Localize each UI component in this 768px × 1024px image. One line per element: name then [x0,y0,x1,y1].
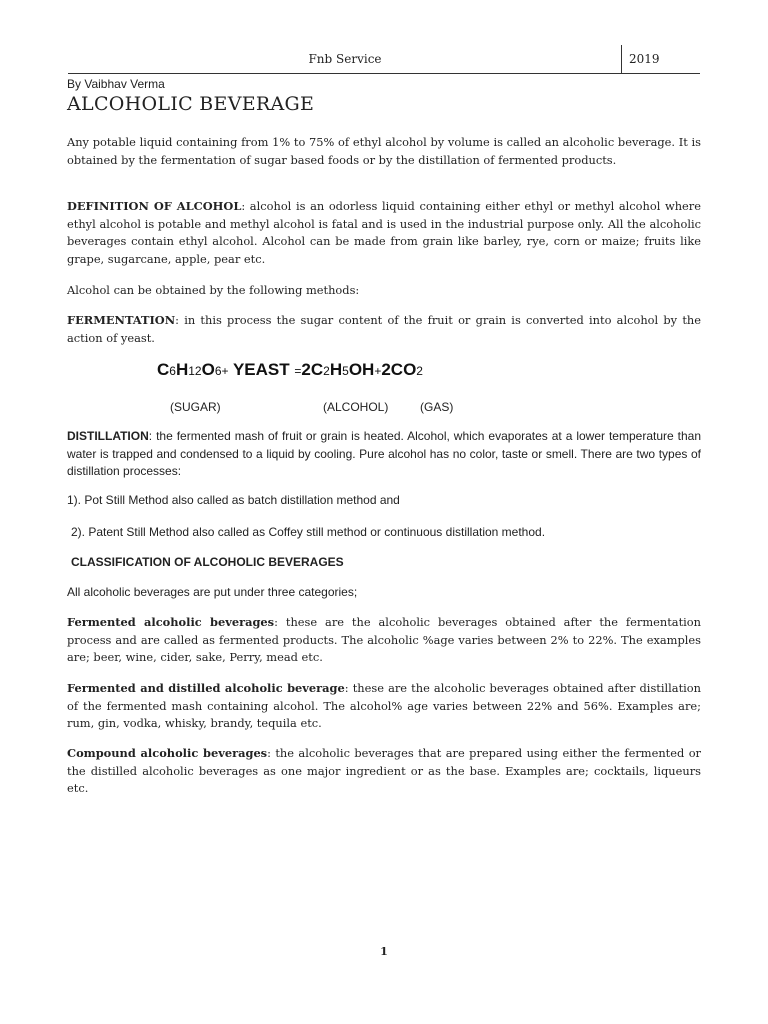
distillation-text: : the fermented mash of fruit or grain is heated. Alcohol, which evaporates at a lower temperature than water is trapped and condensed to a liquid by cooling. Pure alcohol has no color, taste or smell. There are two types of distillation processes: [67,429,701,478]
intro-paragraph: Any potable liquid containing from 1% to 75% of ethyl alcohol by volume is called an alcoholic beverage. It is obtained by the fermentation of sugar based foods or by the distillation of fermented products. [67,135,701,167]
fermentation-heading: FERMENTATION [67,313,176,327]
fermented-heading: Fermented alcoholic beverages [67,615,275,629]
definition-text: : alcohol is an odorless liquid containing either ethyl or methyl alcohol where ethyl alcohol is potable and methyl alcohol is fatal and is used in the industrial purpose only. All the alcoholic beverages contain ethyl alcohol. Alcohol can be made from grain like barley, rye, corn or maize; fruits like grape, sugarcane, apple, pear etc. [67,199,701,266]
header-title: Fnb Service [308,52,382,66]
methods-intro: Alcohol can be obtained by the following methods: [67,283,360,297]
fermentation-equation: C6H12O6+ YEAST =2C2H5OH+2CO2 [157,360,423,379]
method-patent-still: 2). Patent Still Method also called as Coffey still method or continuous distillation method. [71,525,546,539]
author-line: By Vaibhav Verma [67,77,165,91]
label-alcohol: (ALCOHOL) [323,400,389,414]
fermented-text: : these are the alcoholic beverages obtained after the fermentation process and are called as fermented products. The alcoholic %age varies between 2% to 22%. The examples are; beer, wine, cider, sake, Perry, mead etc. [67,615,701,664]
fermented-distilled-text: : these are the alcoholic beverages obtained after distillation of the fermented mash containing alcohol. The alcohol% age varies between 22% and 56%. Examples are; rum, gin, vodka, whisky, brandy, tequila etc. [67,681,702,730]
page-number: 1 [380,945,388,958]
header-year: 2019 [629,52,660,66]
compound-paragraph [67,745,701,798]
fermented-paragraph [67,614,701,667]
label-gas: (GAS) [420,400,454,414]
compound-text: : the alcoholic beverages that are prepared using either the fermented or the distilled alcoholic beverages as one major ingredient or as the base. Examples are; cocktails, liqueurs etc. [67,746,701,795]
fermented-distilled-heading: Fermented and distilled alcoholic beverage [67,681,345,695]
header-rule [68,73,700,74]
compound-heading: Compound alcoholic beverages [67,746,268,760]
classification-heading: CLASSIFICATION OF ALCOHOLIC BEVERAGES [71,555,344,569]
fermentation-paragraph [67,312,701,347]
definition-heading: DEFINITION OF ALCOHOL [67,199,242,213]
label-sugar: (SUGAR) [170,400,221,414]
method-pot-still: 1). Pot Still Method also called as batch distillation method and [67,493,400,507]
distillation-heading: DISTILLATION [67,429,149,443]
fermentation-text: : in this process the sugar content of the fruit or grain is converted into alcohol by the action of yeast. [67,313,701,345]
fermented-distilled-paragraph [67,680,701,733]
categories-intro: All alcoholic beverages are put under three categories; [67,585,358,599]
page-title: ALCOHOLIC BEVERAGE [67,93,315,115]
distillation-paragraph [67,428,701,481]
definition-paragraph [67,198,701,268]
header-divider [621,45,622,73]
